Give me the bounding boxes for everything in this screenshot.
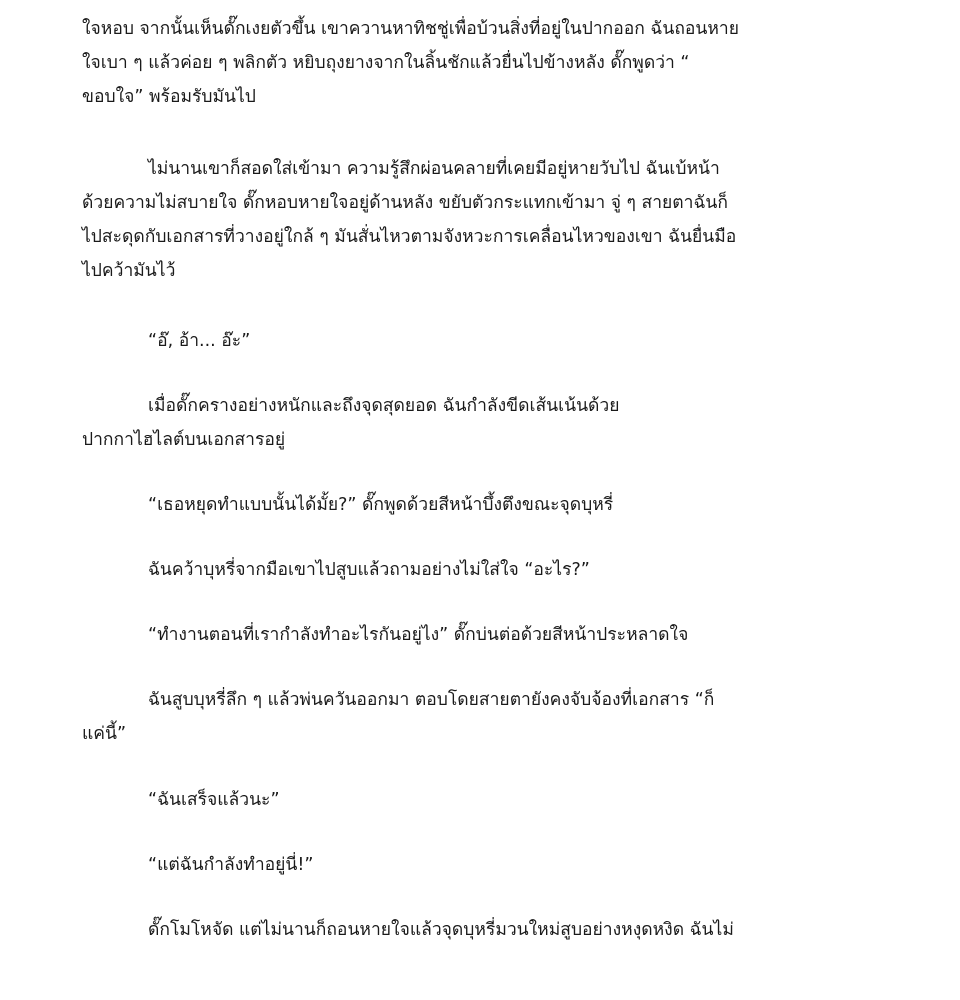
paragraph-line: “แต่ฉันกำลังทำอยู่นี่!” (148, 855, 314, 875)
paragraph-5 (82, 488, 912, 522)
paragraph-line: “อ๊, อ้า... อ๊ะ” (148, 331, 251, 351)
paragraph-line: ด้วยความไม่สบายใจ ดั๊กหอบหายใจอยู่ด้านหลัง ขยับตัวกระแทกเข้ามา จู่ ๆ สายตาฉันก็ (82, 193, 728, 213)
paragraph-line: ปากกาไฮไลต์บนเอกสารอยู่ (82, 430, 286, 450)
paragraph-line: “ฉันเสร็จแล้วนะ” (148, 790, 280, 810)
paragraph-line: ไปสะดุดกับเอกสารที่วางอยู่ใกล้ ๆ มันสั่นไหวตามจังหวะการเคลื่อนไหวของเขา ฉันยื่นมือ (82, 227, 737, 247)
paragraph-line: เมื่อดั๊กครางอย่างหนักและถึงจุดสุดยอด ฉันกำลังขีดเส้นเน้นด้วย (148, 396, 620, 416)
paragraph-11 (82, 913, 912, 947)
paragraph-6 (82, 553, 912, 587)
paragraph-line: แค่นี้” (82, 724, 127, 744)
paragraph-10 (82, 848, 912, 882)
paragraph-line: ขอบใจ” พร้อมรับมันไป (82, 87, 256, 107)
paragraph-4 (82, 389, 912, 457)
paragraph-line: ไปคว้ามันไว้ (82, 261, 176, 281)
paragraph-3 (82, 324, 912, 358)
paragraph-line: ฉันคว้าบุหรี่จากมือเขาไปสูบแล้วถามอย่างไม่ใส่ใจ “อะไร?” (148, 560, 590, 580)
paragraph-1 (82, 12, 912, 114)
paragraph-8 (82, 683, 912, 751)
paragraph-7 (82, 618, 912, 652)
paragraph-line: ฉันสูบบุหรี่ลึก ๆ แล้วพ่นควันออกมา ตอบโดยสายตายังคงจับจ้องที่เอกสาร “ก็ (148, 690, 715, 710)
paragraph-line: ใจเบา ๆ แล้วค่อย ๆ พลิกตัว หยิบถุงยางจากในลิ้นชักแล้วยื่นไปข้างหลัง ดั๊กพูดว่า “ (82, 53, 690, 73)
paragraph-9 (82, 783, 912, 817)
paragraph-line: ดั๊กโมโหจัด แต่ไม่นานก็ถอนหายใจแล้วจุดบุหรี่มวนใหม่สูบอย่างหงุดหงิด ฉันไม่ (148, 920, 734, 940)
paragraph-line: ใจหอบ จากนั้นเห็นดั๊กเงยตัวขึ้น เขาควานหาทิชชู่เพื่อบ้วนสิ่งที่อยู่ในปากออก ฉันถอนหาย (82, 19, 740, 39)
paragraph-line: “เธอหยุดทำแบบนั้นได้มั้ย?” ดั๊กพูดด้วยสีหน้าบึ้งตึงขณะจุดบุหรี่ (148, 495, 614, 515)
paragraph-line: ไม่นานเขาก็สอดใส่เข้ามา ความรู้สึกผ่อนคลายที่เคยมีอยู่หายวับไป ฉันเบ้หน้า (148, 159, 720, 179)
paragraph-line: “ทำงานตอนที่เรากำลังทำอะไรกันอยู่ไง” ดั๊กบ่นต่อด้วยสีหน้าประหลาดใจ (148, 625, 689, 645)
paragraph-2 (82, 152, 912, 288)
